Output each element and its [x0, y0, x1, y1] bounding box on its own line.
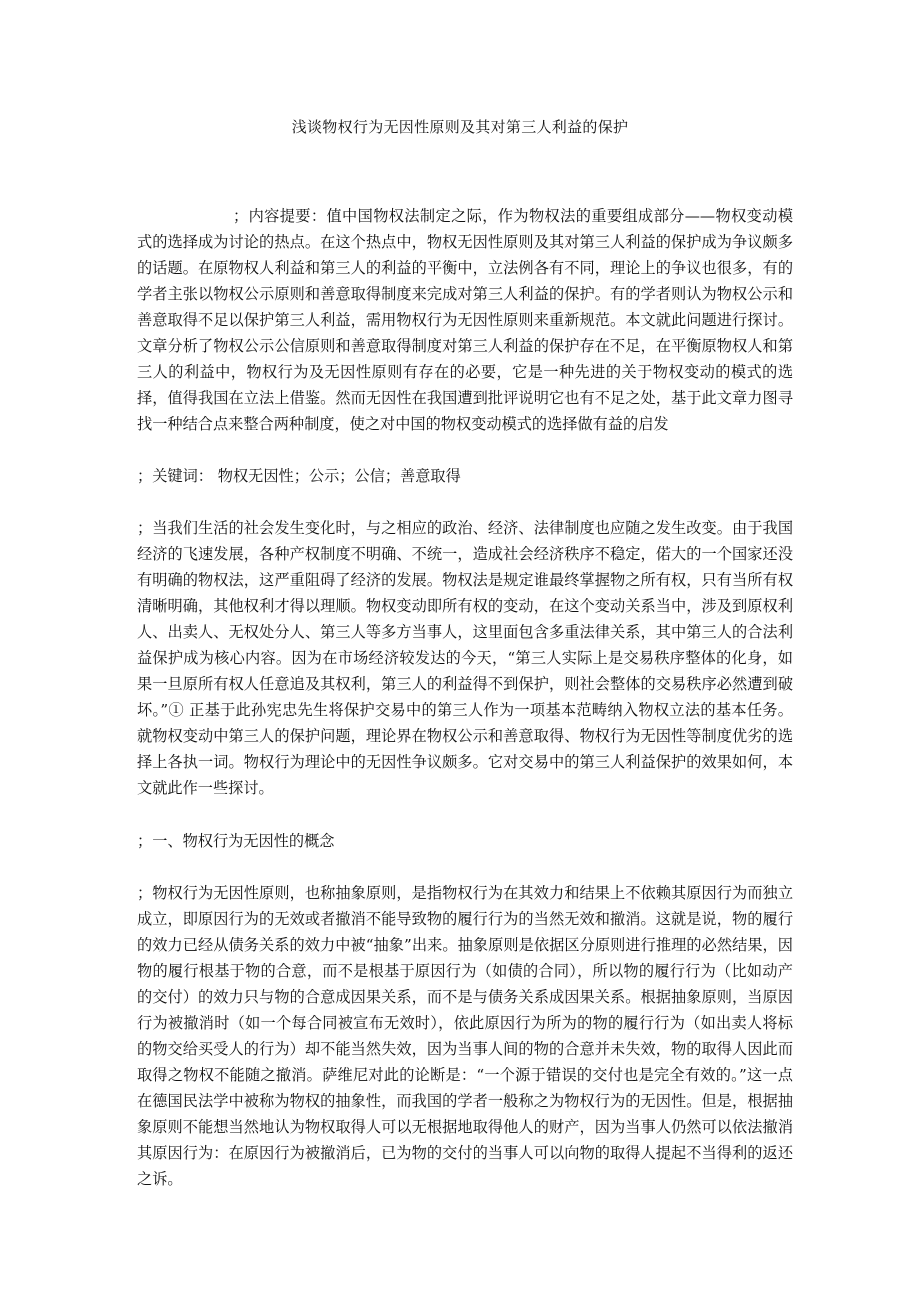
section-heading-1: ；一、物权行为无因性的概念	[137, 832, 335, 850]
keywords-line: ；关键词： 物权无因性；公示；公信；善意取得	[137, 467, 461, 485]
body-paragraph-2: ；物权行为无因性原则，也称抽象原则，是指物权行为在其效力和结果上不依赖其原因行为而独立成立，即原因行为的无效或者撤消不能导致物的履行行为的当然无效和撤消。这就是说，物的履行的效力已经从债务关系的效力中被“抽象”出来。抽象原则是依据区分原则进行推理的必然结果，因物的履行根基于物的合意，而不是根基于原因行为（如债的合同），所以物的履行行为（比如动产的交付）的效力只与物的合意成因果关系，而不是与债务关系成因果关系。根据抽象原则，当原因行为被撤消时（如一个每合同被宣布无效时），依此原因行为所为的物的履行行为（如出卖人将标的物交给买受人的行为）却不能当然失效，因为当事人间的物的合意并未失效，物的取得人因此而取得之物权不能随之撤消。萨维尼对此的论断是：“一个源于错误的交付也是完全有效的。”这一点在德国民法学中被称为物权的抽象性，而我国的学者一般称之为物权行为的无因性。但是，根据抽象原则不能想当然地认为物权取得人可以无根据地取得他人的财产，因为当事人仍然可以依法撤消其原因行为：在原因行为被撤消后，已为物的交付的当事人可以向物的取得人提起不当得利的返还之诉。	[137, 884, 793, 1188]
body-paragraph-1: ；当我们生活的社会发生变化时，与之相应的政治、经济、法律制度也应随之发生改变。由于我国经济的飞速发展，各种产权制度不明确、不统一，造成社会经济秩序不稳定，偌大的一个国家还没有明确的物权法，这严重阻碍了经济的发展。物权法是规定谁最终掌握物之所有权，只有当所有权清晰明确，其他权利才得以理顺。物权变动即所有权的变动，在这个变动关系当中，涉及到原权利人、出卖人、无权处分人、第三人等多方当事人，这里面包含多重法律关系，其中第三人的合法利益保护成为核心内容。因为在市场经济较发达的今天，“第三人实际上是交易秩序整体的化身，如果一旦原所有权人任意追及其权利，第三人的利益得不到保护，则社会整体的交易秩序必然遭到破坏。”① 正基于此孙宪忠先生将保护交易中的第三人作为一项基本范畴纳入物权立法的基本任务。就物权变动中第三人的保护问题，理论界在物权公示和善意取得、物权行为无因性等制度优劣的选择上各执一词。物权行为理论中的无因性争议颇多。它对交易中的第三人利益保护的效果如何，本文就此作一些探讨。	[137, 519, 793, 797]
document-title: 浅谈物权行为无因性原则及其对第三人利益的保护	[291, 118, 629, 136]
abstract-paragraph	[137, 203, 793, 437]
abstract-text: ；内容提要：值中国物权法制定之际，作为物权法的重要组成部分——物权变动模式的选择成为讨论的热点。在这个热点中，物权无因性原则及其对第三人利益的保护成为争议颇多的话题。在原物权人利益和第三人的利益的平衡中，立法例各有不同，理论上的争议也很多，有的学者主张以物权公示原则和善意取得制度来完成对第三人利益的保护。有的学者则认为物权公示和善意取得不足以保护第三人利益，需用物权行为无因性原则来重新规范。本文就此问题进行探讨。文章分析了物权公示公信原则和善意取得制度对第三人利益的保护存在不足，在平衡原物权人和第三人的利益中，物权行为及无因性原则有存在的必要，它是一种先进的关于物权变动的模式的选择，值得我国在立法上借鉴。然而无因性在我国遭到批评说明它也有不足之处，基于此文章力图寻找一种结合点来整合两种制度，使之对中国的物权变动模式的选择做有益的启发	[137, 207, 793, 433]
